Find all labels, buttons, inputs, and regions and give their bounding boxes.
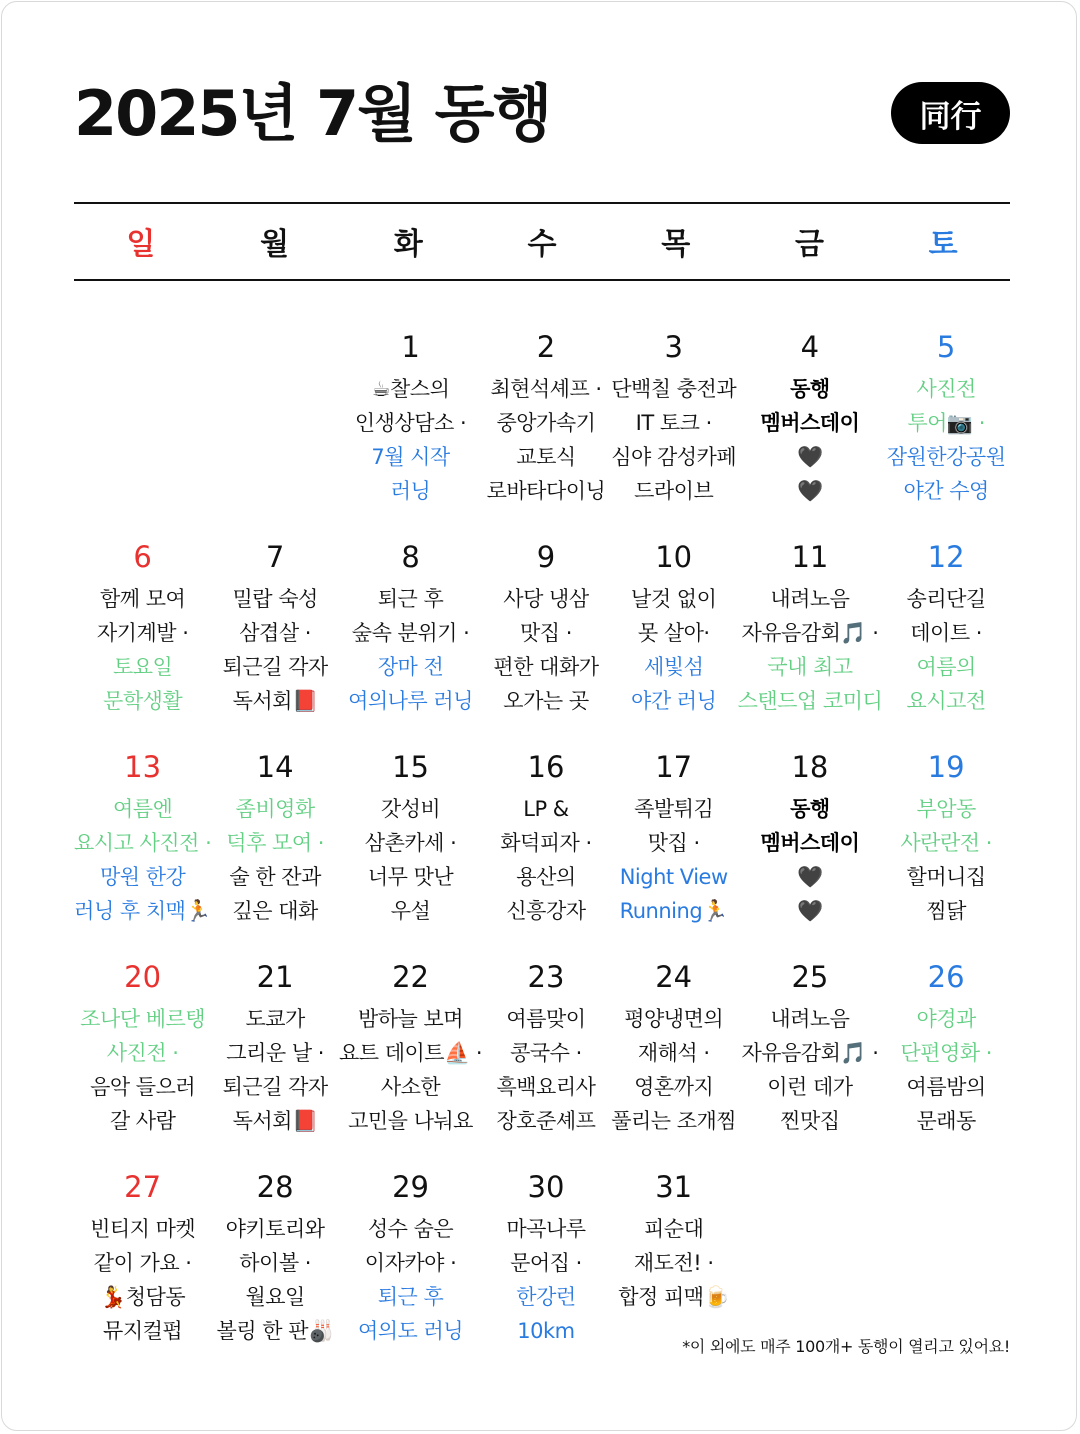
day-cell	[738, 952, 883, 1162]
day-number: 17	[655, 750, 693, 784]
day-number: 19	[927, 750, 965, 784]
event-text: 요트 데이트⛵ ·	[338, 1041, 483, 1065]
event-text: 볼링 한 판🎳	[216, 1319, 334, 1343]
day-cell	[339, 532, 482, 742]
event-text: 여의도 러닝	[357, 1319, 464, 1343]
event-text: 드라이브	[634, 479, 714, 503]
day-number: 21	[256, 960, 294, 994]
event-text: 함께 모여	[99, 587, 186, 611]
day-number: 30	[527, 1170, 565, 1204]
event-text: 찜닭	[926, 899, 966, 923]
event-text: 월요일	[245, 1285, 305, 1309]
day-cell	[339, 742, 482, 952]
event-text: 데이트 ·	[910, 621, 982, 645]
event-text: 술 한 잔과	[229, 865, 321, 889]
day-cell	[610, 322, 738, 532]
day-cell	[482, 952, 610, 1162]
event-text: 멤버스데이	[760, 831, 860, 855]
event-text: 풀리는 조개찜	[611, 1109, 737, 1133]
event-text: 러닝	[390, 479, 431, 503]
day-number: 8	[401, 540, 420, 574]
day-number: 6	[133, 540, 152, 574]
day-number: 4	[800, 330, 820, 364]
event-text: 찐맛집	[780, 1109, 840, 1133]
event-text: 너무 맛난	[367, 865, 454, 889]
event-text: 맛집 ·	[519, 621, 572, 645]
event-text: 이자카야 ·	[364, 1251, 457, 1275]
event-text: 토요일	[112, 655, 173, 679]
weekday-friday: 금	[794, 227, 824, 262]
day-cell	[74, 742, 211, 952]
event-text: 🖤	[797, 445, 823, 469]
event-text: 🖤	[797, 865, 823, 889]
day-cell	[74, 952, 211, 1162]
day-cell	[610, 742, 738, 952]
event-text: 요시고 사진전 ·	[74, 831, 212, 855]
event-text: 빈티지 마켓	[90, 1217, 196, 1241]
brand-badge: 同行	[891, 82, 1010, 144]
event-text: 사진전	[916, 377, 976, 401]
day-number: 3	[664, 330, 683, 364]
event-text: 깊은 대화	[232, 899, 318, 923]
event-text: 송리단길	[906, 587, 986, 611]
event-text: 마곡나루	[506, 1217, 586, 1241]
event-text: 고민을 나눠요	[348, 1109, 473, 1133]
event-text: 여름엔	[112, 797, 173, 821]
event-text: 독서회📕	[232, 1109, 318, 1133]
event-text: 야간 러닝	[631, 689, 717, 713]
day-cell	[74, 1162, 211, 1372]
event-text: 여름밤의	[906, 1075, 986, 1099]
event-text: 좀비영화	[235, 797, 315, 821]
weekday-saturday: 토	[928, 227, 958, 262]
event-text: 뮤지컬펍	[103, 1319, 183, 1343]
day-cell	[738, 322, 883, 532]
day-cell	[882, 742, 1010, 952]
day-number: 15	[392, 750, 429, 784]
day-cell	[211, 952, 339, 1162]
event-text: 문어집 ·	[510, 1251, 582, 1275]
day-cell	[882, 322, 1010, 532]
day-number: 24	[655, 960, 693, 994]
day-number: 27	[124, 1170, 162, 1204]
event-text: 합정 피맥🍺	[618, 1285, 730, 1309]
empty-cell	[74, 322, 211, 532]
weekday-wednesday: 수	[527, 227, 557, 262]
event-text: 갈 사람	[109, 1109, 176, 1133]
event-text: 🖤	[797, 479, 823, 503]
event-text: 최현석셰프 ·	[490, 377, 602, 401]
event-text: 재도전! ·	[633, 1251, 714, 1275]
calendar-grid	[74, 322, 1010, 1372]
event-text: 부암동	[916, 797, 976, 821]
event-text: 망원 한강	[99, 865, 186, 889]
event-text: ☕찰스의	[371, 377, 450, 401]
day-number: 7	[265, 540, 285, 574]
day-cell	[738, 742, 883, 952]
event-text: 삼촌카세 ·	[364, 831, 457, 855]
weekday-monday: 월	[260, 227, 290, 262]
event-text: 자유음감회🎵 ·	[741, 621, 879, 645]
event-text: 내려노음	[770, 1007, 850, 1031]
day-cell	[482, 532, 610, 742]
event-text: 덕후 모여 ·	[226, 831, 324, 855]
weekday-sunday: 일	[126, 227, 156, 262]
divider-bottom	[74, 279, 1010, 281]
event-text: 갓성비	[380, 797, 441, 821]
event-text: 편한 대화가	[493, 655, 599, 679]
event-text: 한강런	[516, 1285, 576, 1309]
event-text: 성수 숨은	[367, 1217, 454, 1241]
event-text: 퇴근길 각자	[222, 655, 328, 679]
event-text: 퇴근 후	[377, 587, 444, 611]
event-text: 흑백요리사	[496, 1075, 596, 1099]
event-text: 족발튀김	[634, 797, 714, 821]
event-text: 장마 전	[377, 655, 444, 679]
event-text: 그리운 날 ·	[226, 1041, 324, 1065]
event-text: 퇴근길 각자	[222, 1075, 328, 1099]
event-text: 교토식	[516, 445, 576, 469]
event-text: 투어📷 ·	[907, 411, 985, 435]
calendar-card	[1, 1, 1077, 1431]
event-text: 야키토리와	[225, 1217, 325, 1241]
event-text: 10km	[517, 1319, 575, 1343]
event-text: 조나단 베르탱	[80, 1007, 206, 1031]
day-cell	[482, 322, 610, 532]
event-text: 피순대	[644, 1217, 704, 1241]
day-number: 25	[791, 960, 829, 994]
event-text: 자기계발 ·	[96, 621, 189, 645]
event-text: 중앙가속기	[496, 411, 596, 435]
event-text: 사진전 ·	[106, 1041, 179, 1065]
event-text: 문학생활	[103, 689, 183, 713]
event-text: IT 토크 ·	[635, 411, 712, 435]
day-number: 1	[401, 330, 420, 364]
event-text: 러닝 후 치맥🏃	[74, 899, 212, 923]
day-number: 2	[536, 330, 556, 364]
day-cell	[211, 532, 339, 742]
event-text: 요시고전	[906, 689, 986, 713]
event-text: 야경과	[916, 1007, 976, 1031]
day-cell	[610, 952, 738, 1162]
event-text: 💃청담동	[100, 1285, 186, 1309]
day-number: 13	[124, 750, 162, 784]
event-text: 여름맞이	[506, 1007, 586, 1031]
day-cell	[339, 1162, 482, 1372]
day-number: 22	[392, 960, 429, 994]
event-text: Running🏃	[619, 899, 728, 923]
event-text: 사소한	[380, 1075, 441, 1099]
event-text: 단편영화 ·	[900, 1041, 992, 1065]
day-number: 14	[256, 750, 294, 784]
day-cell	[482, 1162, 610, 1372]
event-text: 콩국수 ·	[510, 1041, 582, 1065]
event-text: 로바타다이닝	[486, 479, 606, 503]
event-text: LP &	[523, 797, 569, 821]
event-text: 잠원한강공원	[886, 445, 1006, 469]
event-text: 같이 가요 ·	[93, 1251, 192, 1275]
day-cell	[211, 1162, 339, 1372]
event-text: 음악 들으러	[90, 1075, 196, 1099]
event-text: 용산의	[516, 865, 576, 889]
event-text: Night View	[619, 865, 728, 889]
event-text: 독서회📕	[232, 689, 318, 713]
event-text: 사당 냉삼	[503, 587, 589, 611]
event-text: 우설	[390, 899, 431, 923]
day-number: 18	[791, 750, 829, 784]
day-cell	[74, 532, 211, 742]
event-text: 숲속 분위기 ·	[351, 621, 470, 645]
event-text: 화덕피자 ·	[500, 831, 592, 855]
day-number: 26	[927, 960, 965, 994]
day-cell	[211, 742, 339, 952]
day-cell	[610, 532, 738, 742]
event-text: 단백칠 충전과	[611, 377, 737, 401]
weekday-header	[74, 203, 1010, 279]
event-text: 사란란전 ·	[900, 831, 992, 855]
event-text: 내려노음	[770, 587, 850, 611]
event-text: 스탠드업 코미디	[737, 689, 883, 713]
event-text: 야간 수영	[903, 479, 989, 503]
event-text: 장호준셰프	[496, 1109, 596, 1133]
event-text: 이런 데가	[767, 1075, 853, 1099]
day-number: 31	[655, 1170, 693, 1204]
event-text: 🖤	[797, 899, 823, 923]
day-cell	[882, 532, 1010, 742]
event-text: 자유음감회🎵 ·	[741, 1041, 879, 1065]
event-text: 국내 최고	[767, 655, 853, 679]
empty-cell	[211, 322, 339, 532]
event-text: 동행	[790, 377, 830, 401]
day-number: 11	[791, 540, 829, 574]
day-cell	[339, 322, 482, 532]
event-text: 여름의	[916, 655, 976, 679]
page-title: 2025년 7월 동행	[74, 77, 551, 150]
event-text: 인생상담소 ·	[354, 411, 467, 435]
weekday-tuesday: 화	[393, 227, 423, 262]
day-number: 9	[536, 540, 556, 574]
event-text: 오가는 곳	[503, 689, 589, 713]
event-text: 도쿄가	[245, 1007, 305, 1031]
event-text: 하이볼 ·	[239, 1251, 311, 1275]
day-number: 10	[655, 540, 693, 574]
event-text: 평양냉면의	[624, 1007, 724, 1031]
event-text: 7월 시작	[371, 445, 450, 469]
event-text: 신흥강자	[506, 899, 586, 923]
event-text: 할머니집	[906, 865, 986, 889]
event-text: 세빛섬	[644, 655, 704, 679]
day-number: 23	[527, 960, 565, 994]
event-text: 멤버스데이	[760, 411, 860, 435]
event-text: 못 살아·	[637, 621, 710, 645]
event-text: 날것 없이	[631, 587, 717, 611]
event-text: 밀랍 숙성	[232, 587, 318, 611]
event-text: 맛집 ·	[647, 831, 700, 855]
day-cell	[882, 952, 1010, 1162]
event-text: 밤하늘 보며	[357, 1007, 464, 1031]
event-text: 삼겹살 ·	[239, 621, 311, 645]
event-text: 여의나루 러닝	[348, 689, 473, 713]
day-cell	[482, 742, 610, 952]
event-text: 재해석 ·	[637, 1041, 710, 1065]
day-cell	[738, 532, 883, 742]
footnote: *이 외에도 매주 100개+ 동행이 열리고 있어요!	[682, 1337, 1010, 1356]
day-number: 5	[936, 330, 956, 364]
day-number: 28	[256, 1170, 294, 1204]
weekday-thursday: 목	[661, 227, 691, 262]
event-text: 퇴근 후	[377, 1285, 444, 1309]
day-number: 20	[124, 960, 162, 994]
event-text: 동행	[790, 797, 830, 821]
day-number: 16	[527, 750, 565, 784]
day-number: 12	[927, 540, 965, 574]
day-cell	[339, 952, 482, 1162]
event-text: 문래동	[916, 1109, 976, 1133]
event-text: 심야 감성카페	[611, 445, 737, 469]
event-text: 영혼까지	[634, 1075, 714, 1099]
day-number: 29	[392, 1170, 429, 1204]
